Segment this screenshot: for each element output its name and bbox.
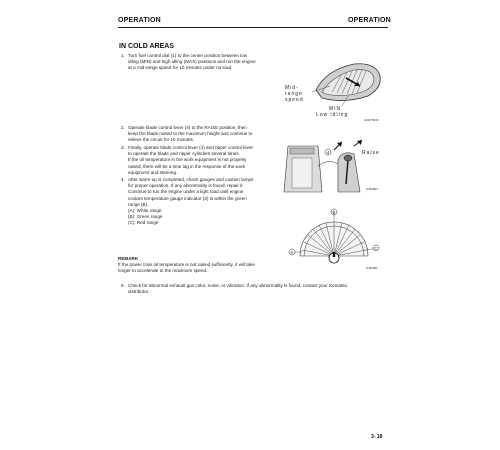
step-line: to operate the blade and ripper cylinders several times. [128, 151, 240, 157]
remark-line: longer to accelerate to the maximum speed. [118, 268, 208, 274]
remark-line: If the power train oil temperature is not raised sufficiently, it will take [118, 262, 255, 268]
remark [118, 256, 293, 275]
label-mid-range-1: Mid- [285, 85, 299, 91]
callout-a: A [290, 250, 294, 255]
step-number: 3. [121, 145, 125, 150]
figure-code: SJ06861 [366, 266, 378, 270]
step-line: If the oil temperature in the work equipment is not properly [128, 157, 247, 163]
coolant-gauge-figure [282, 200, 390, 272]
header-left: OPERATION [118, 17, 161, 24]
step-line: Continue to run the engine under a light load until engine [128, 189, 244, 195]
callout-c: C [374, 246, 378, 251]
step-5 [121, 283, 396, 295]
step-line: (C): Red range [128, 220, 159, 226]
header-rule [118, 27, 388, 28]
figure-code: AM175030 [364, 118, 379, 122]
step-line: coolant temperature gauge indicator (2) is within the green [128, 195, 247, 201]
step-line: range (B). [128, 201, 149, 207]
step-line: After warm-up is completed, check gauges and caution lamps [128, 177, 254, 182]
step-line: Turn fuel control dial (1) to the center position between low [128, 53, 248, 58]
callout-4: 4 [326, 150, 330, 155]
page-number: 3- 18 [371, 434, 383, 440]
step-2 [121, 125, 286, 144]
blade-lever-figure [282, 136, 390, 194]
step-line: (B): Green range [128, 214, 163, 220]
step-line: at a mid-range speed for 10 minutes under no load. [128, 65, 233, 71]
remark-label: REMARK [118, 256, 139, 261]
step-line: distributor. [128, 289, 150, 295]
step-3 [121, 145, 286, 176]
label-mid-range-2: range [285, 91, 303, 97]
label-low-idling: Low idling [316, 112, 349, 118]
step-number: 4. [121, 177, 125, 182]
step-line: keep the blade raised to the maximum height and continue to [128, 131, 253, 137]
label-raise: Raise [362, 150, 380, 156]
step-line: relieve the circuit for 10 minutes. [128, 137, 195, 143]
figure-code: SJ06863 [366, 187, 378, 191]
step-number: 2. [121, 125, 125, 130]
step-number: 1. [121, 53, 125, 58]
label-min: MIN [329, 106, 342, 112]
step-line: (A): White range [128, 208, 162, 214]
fuel-dial-figure [282, 52, 390, 124]
step-line: raised, there will be a time lag in the response of the work [128, 163, 246, 169]
section-title: IN COLD AREAS [119, 43, 174, 50]
step-line: equipment and steering. [128, 169, 178, 175]
step-1 [121, 53, 291, 72]
step-line: idling (MIN) and high idling (MAX) positions and run the engine [128, 59, 256, 65]
step-line: Operate blade control lever (4) to the RAISE position, then [128, 125, 247, 130]
step-number: 5. [121, 283, 125, 288]
callout-b: B [332, 210, 336, 215]
step-line: for proper operation. If any abnormality is found, repair it. [128, 183, 244, 189]
header-right: OPERATION [348, 17, 391, 24]
step-line: Check for abnormal exhaust gas color, noise, or vibration. If any abnormality is found, contact your Komatsu [128, 283, 348, 288]
label-mid-range-3: speed [285, 97, 304, 103]
step-line: Finally, operate blade control lever (4) and ripper control lever [128, 145, 254, 150]
step-4 [121, 177, 286, 227]
